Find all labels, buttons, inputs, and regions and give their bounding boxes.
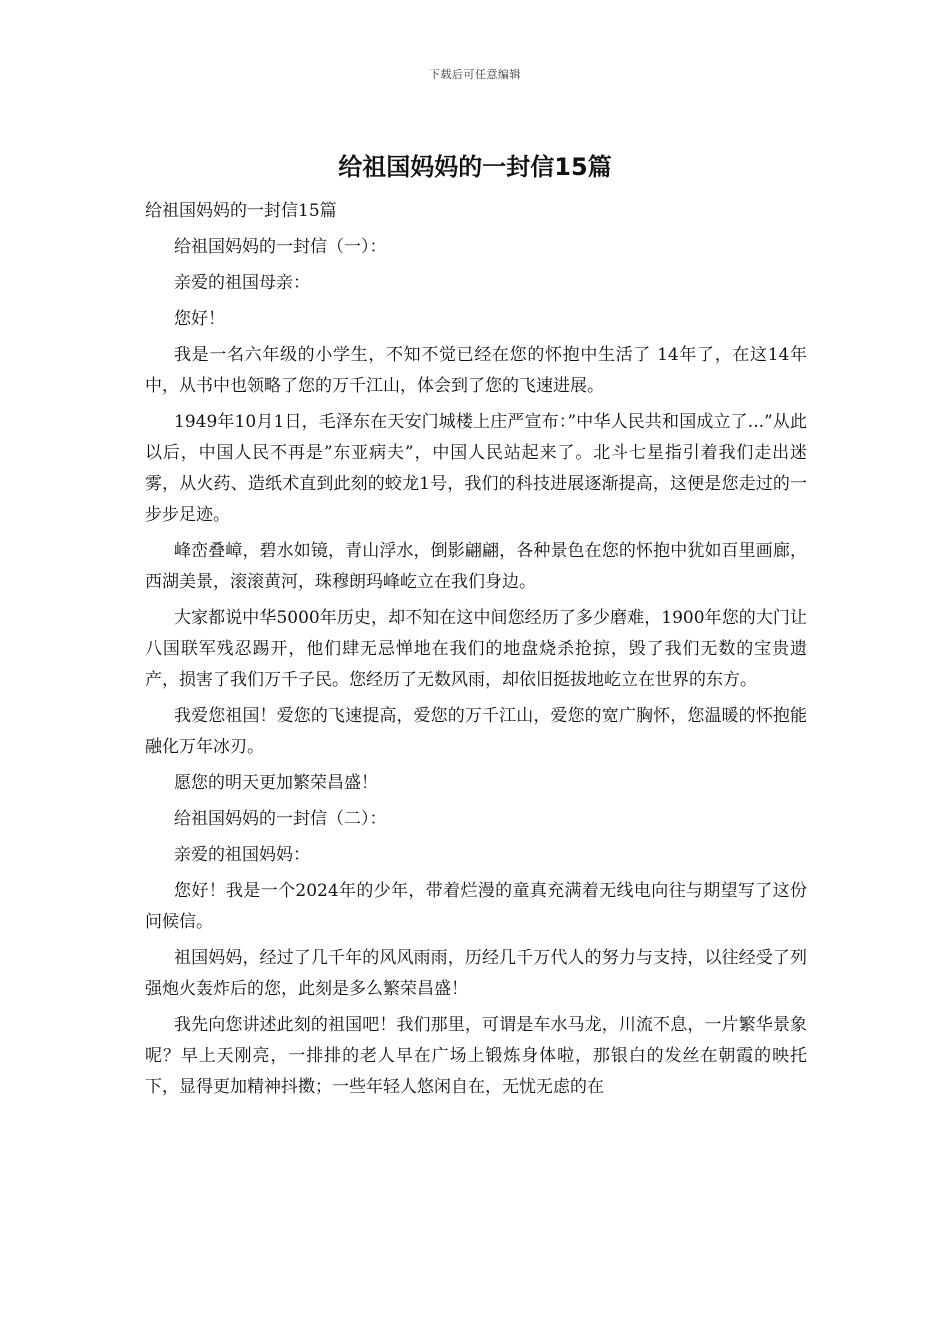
document-title: 给祖国妈妈的一封信15篇	[338, 153, 612, 181]
letter-1-heading: 给祖国妈妈的一封信（一）：	[174, 237, 387, 257]
letter-1-greeting: 您好！	[174, 309, 225, 329]
subtitle-paragraph: 给祖国妈妈的一封信15篇	[145, 201, 337, 221]
body-paragraph: 祖国妈妈，经过了几千年的风风雨雨，历经几千万代人的努力与支持，以往经受了列强炮火轰炸后的您，此刻是多么繁荣昌盛！	[145, 948, 807, 999]
body-paragraph: 大家都说中华5000年历史，却不知在这中间您经历了多少磨难，1900年您的大门让八国联军残忍踢开，他们肆无忌惮地在我们的地盘烧杀抢掠，毁了我们无数的宝贵遗产，损害了我们万千子民。您经历了无数风雨，却依旧挺拔地屹立在世界的东方。	[145, 608, 807, 690]
letter-1-salutation: 亲爱的祖国母亲：	[174, 273, 310, 293]
letter-2-salutation: 亲爱的祖国妈妈：	[174, 845, 310, 865]
body-paragraph: 我先向您讲述此刻的祖国吧！我们那里，可谓是车水马龙，川流不息，一片繁华景象呢？早上天刚亮，一排排的老人早在广场上锻炼身体啦，那银白的发丝在朝霞的映托下，显得更加精神抖擞；一些年轻人悠闲自在，无忧无虑的在	[145, 1015, 807, 1097]
letter-2-heading: 给祖国妈妈的一封信（二）：	[174, 809, 387, 829]
header-note: 下载后可任意编辑	[429, 68, 521, 81]
document-body	[145, 196, 807, 1108]
letter-1-closing: 愿您的明天更加繁荣昌盛！	[174, 773, 378, 793]
body-paragraph: 您好！我是一个2024年的少年，带着烂漫的童真充满着无线电向往与期望写了这份问候信。	[145, 881, 807, 932]
body-paragraph: 我是一名六年级的小学生，不知不觉已经在您的怀抱中生活了 14年了，在这14年中，从书中也领略了您的万千江山，体会到了您的飞速进展。	[145, 345, 807, 396]
body-paragraph: 我爱您祖国！爱您的飞速提高，爱您的万千江山，爱您的宽广胸怀，您温暖的怀抱能融化万年冰刃。	[145, 706, 807, 757]
body-paragraph: 峰峦叠嶂，碧水如镜，青山浮水，倒影翩翩，各种景色在您的怀抱中犹如百里画廊，西湖美景，滚滚黄河，珠穆朗玛峰屹立在我们身边。	[145, 541, 807, 592]
body-paragraph: 1949年10月1日，毛泽东在天安门城楼上庄严宣布：”中华人民共和国成立了...”从此以后，中国人民不再是”东亚病夫”，中国人民站起来了。北斗七星指引着我们走出迷雾，从火药、造纸术直到此刻的蛟龙1号，我们的科技进展逐渐提高，这便是您走过的一步步足迹。	[145, 412, 807, 525]
